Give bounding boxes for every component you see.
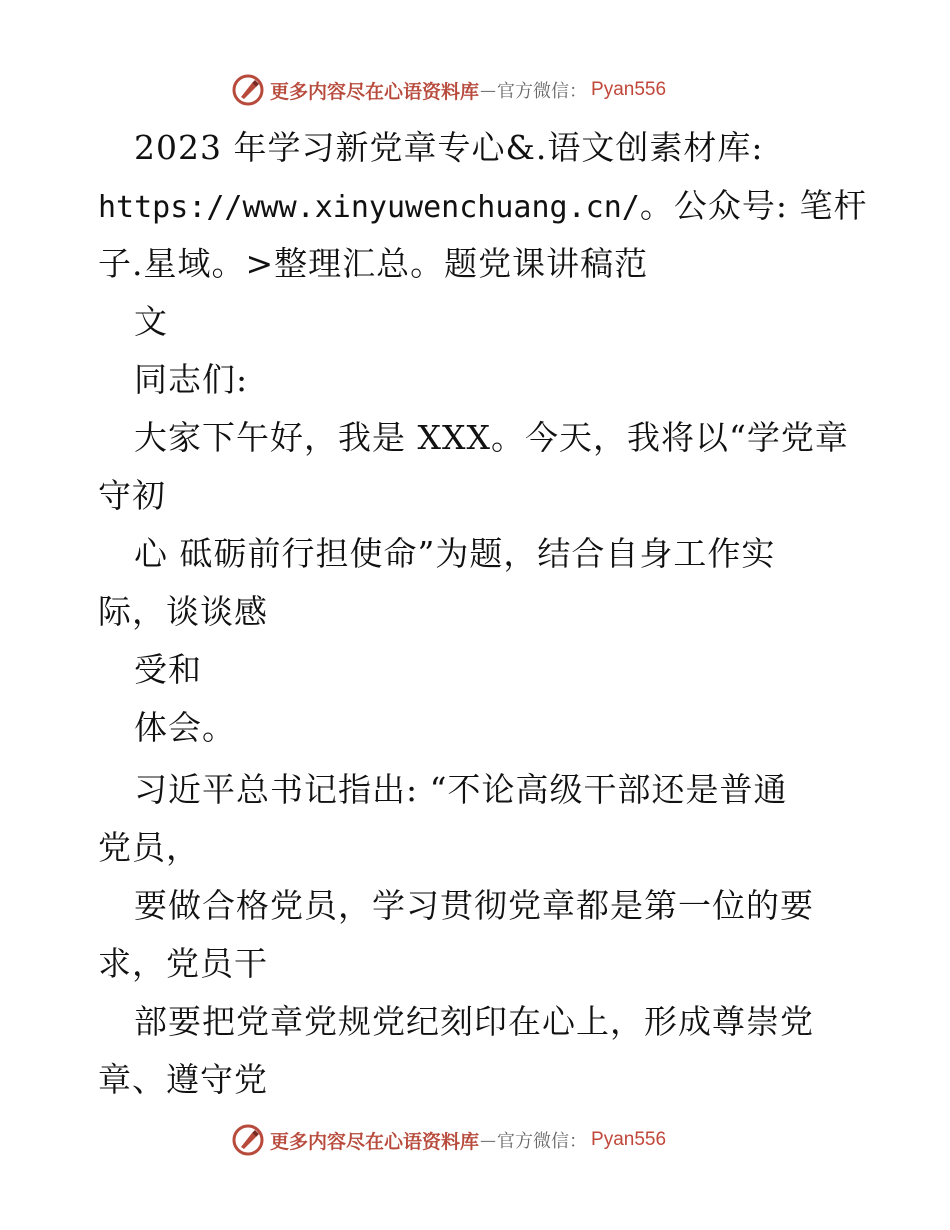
banner-wechat-id: Pyan556 [591,1129,667,1150]
banner-wechat-label: 官方微信： [497,1131,588,1152]
banner-dash: — [480,1130,497,1150]
body-line: 受和 [134,650,202,689]
body-line: 文 [134,302,168,341]
body-line: 际，谈谈感 [98,592,268,631]
body-line: 心 砥砺前行担使命”为题，结合自身工作实 [134,534,776,573]
body-line: 体会。 [134,708,236,747]
body-line: 求，党员干 [98,944,268,983]
body-line: 子.星域。>整理汇总。题党课讲稿范 [98,244,649,283]
body-line: https://www.xinyuwenchuang.cn/。公众号: 笔杆 [98,186,868,225]
pen-logo-icon [232,74,264,106]
body-line: 要做合格党员，学习贯彻党章都是第一位的要 [134,886,814,925]
body-line: 部要把党章党规党纪刻印在心上，形成尊崇党 [134,1002,814,1041]
header-banner [232,72,712,108]
banner-dash: — [480,80,497,100]
banner-brand-text: 更多内容尽在心语资料库 [270,80,480,103]
body-line: 习近平总书记指出: “不论高级干部还是普通 [134,770,788,809]
body-line: 守初 [98,476,166,515]
url-link[interactable]: https://www.xinyuwenchuang.cn/ [98,190,640,225]
footer-banner [232,1122,712,1158]
banner-wechat-id: Pyan556 [591,79,667,100]
body-line: 大家下午好，我是 XXX。今天，我将以“学党章 [134,418,849,457]
body-line: 2023 年学习新党章专心&.语文创素材库: [134,128,764,167]
banner-wechat-label: 官方微信： [497,81,588,102]
body-line: 章、遵守党 [98,1060,268,1099]
body-line: 党员， [98,828,200,867]
banner-brand-text: 更多内容尽在心语资料库 [270,1130,480,1153]
pen-logo-icon [232,1124,264,1156]
body-line: 同志们: [134,360,249,399]
